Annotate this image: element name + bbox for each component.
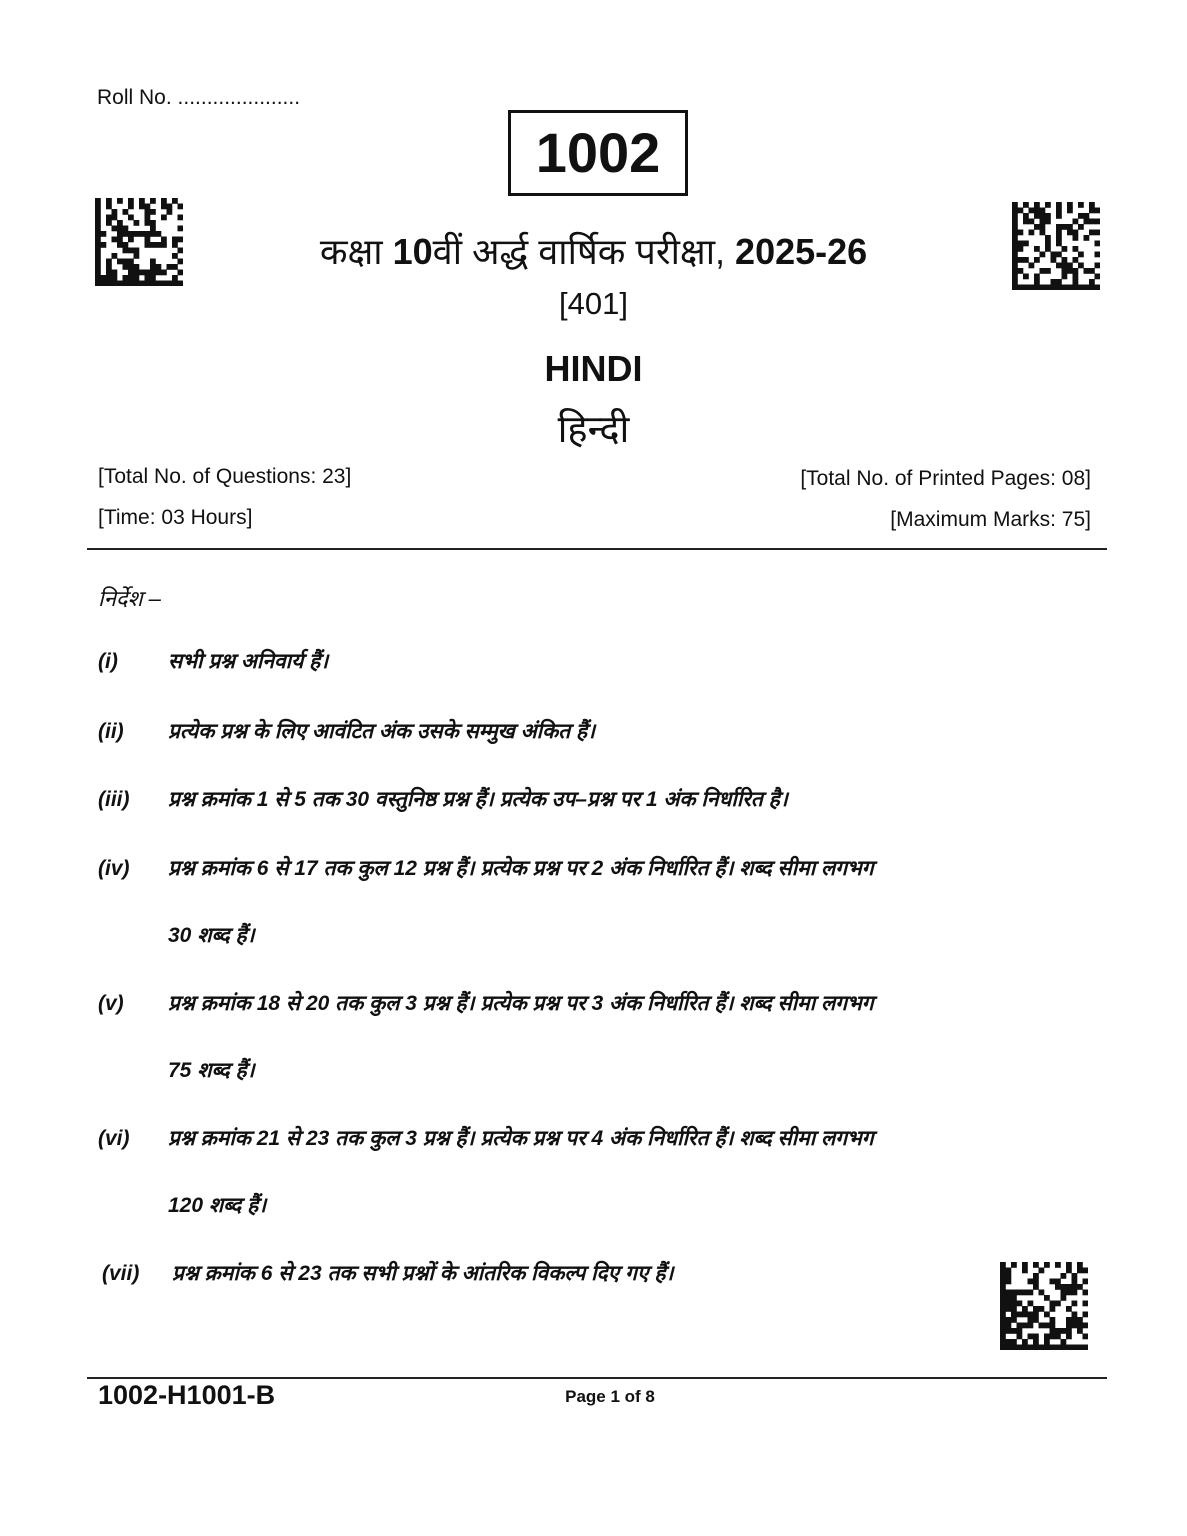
title-year: 2025-26: [735, 231, 868, 272]
title-mid: वीं अर्द्ध वार्षिक परीक्षा,: [432, 231, 736, 272]
exam-title: [0, 226, 1187, 275]
subject-english: HINDI: [544, 348, 643, 389]
instruction-item: [98, 992, 1098, 1104]
item-text-continuation: 30 शब्द हैं।: [168, 924, 255, 947]
item-number: (ii): [98, 720, 124, 743]
item-number: (iii): [98, 788, 130, 811]
subject-hindi: हिन्दी: [557, 409, 630, 451]
instructions-heading: निर्देश –: [98, 586, 161, 611]
item-text: [168, 835, 1098, 969]
booklet-code: 1002-H1001-B: [98, 1380, 276, 1410]
footer-divider: [87, 1377, 1107, 1379]
item-text-line: प्रश्न क्रमांक 21 से 23 तक कुल 3 प्रश्न हैं। प्रत्येक प्रश्न पर 4 अंक निर्धारित हैं। शब्द सीमा लगभग: [168, 1127, 874, 1150]
item-text-line: प्रश्न क्रमांक 6 से 17 तक कुल 12 प्रश्न हैं। प्रत्येक प्रश्न पर 2 अंक निर्धारित हैं। शब्द सीमा लगभग: [168, 857, 874, 880]
item-text: सभी प्रश्न अनिवार्य हैं।: [168, 650, 329, 673]
item-text: प्रश्न क्रमांक 1 से 5 तक 30 वस्तुनिष्ठ प्रश्न हैं। प्रत्येक उप–प्रश्न पर 1 अंक निर्धारित है।: [168, 788, 788, 811]
item-text: प्रश्न क्रमांक 6 से 23 तक सभी प्रश्नों के आंतरिक विकल्प दिए गए हैं।: [172, 1262, 674, 1285]
instruction-item: [98, 1127, 1098, 1239]
item-text: [168, 970, 1098, 1104]
item-number: (vii): [102, 1262, 140, 1285]
item-text-continuation: 120 शब्द हैं।: [168, 1194, 267, 1217]
instruction-item: [102, 1262, 1102, 1307]
exam-time: [Time: 03 Hours]: [98, 506, 253, 529]
instruction-item: [98, 857, 1098, 969]
item-number: (i): [98, 650, 118, 673]
title-prefix: कक्षा: [319, 231, 393, 272]
item-number: (vi): [98, 1127, 130, 1150]
total-questions: [Total No. of Questions: 23]: [98, 465, 352, 488]
instruction-item: [98, 720, 1098, 765]
instruction-item: [98, 788, 1098, 833]
instruction-item: [98, 650, 1098, 695]
maximum-marks: [Maximum Marks: 75]: [890, 508, 1091, 531]
roll-number-field: Roll No. .....................: [97, 86, 301, 109]
item-text: [168, 1105, 1098, 1239]
page-number: Page 1 of 8: [565, 1387, 655, 1406]
item-number: (iv): [98, 857, 130, 880]
paper-code-box: 1002: [508, 110, 688, 196]
item-text: प्रत्येक प्रश्न के लिए आवंटित अंक उसके सम्मुख अंकित हैं।: [168, 720, 596, 743]
item-number: (v): [98, 992, 124, 1015]
title-class: 10: [392, 231, 433, 272]
subject-code: [401]: [559, 286, 628, 321]
item-text-continuation: 75 शब्द हैं।: [168, 1059, 255, 1082]
header-divider: [87, 548, 1107, 550]
item-text-line: प्रश्न क्रमांक 18 से 20 तक कुल 3 प्रश्न हैं। प्रत्येक प्रश्न पर 3 अंक निर्धारित हैं। शब्द सीमा लगभग: [168, 992, 874, 1015]
printed-pages: [Total No. of Printed Pages: 08]: [800, 467, 1091, 490]
